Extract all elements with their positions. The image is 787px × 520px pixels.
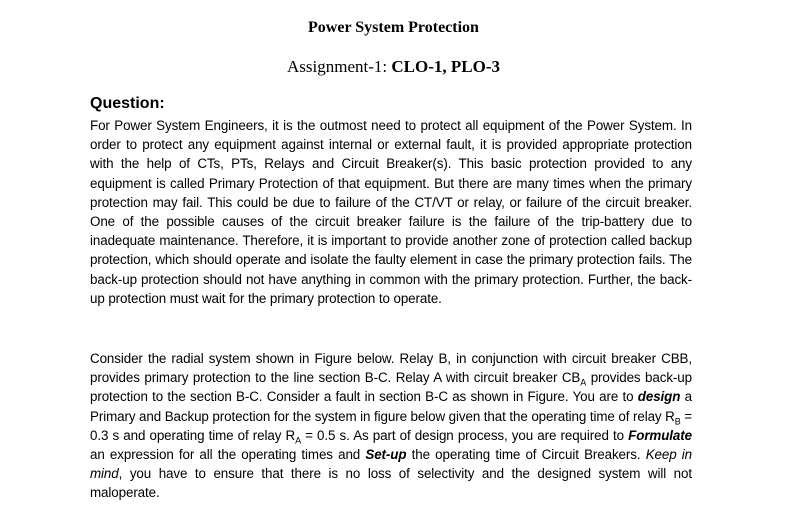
p2-text-7: the operating time of Circuit Breakers.	[406, 447, 646, 463]
p2-text-1: Consider the radial system shown in Figure below. Relay B, in conjunction with circuit breaker CBB, provides primary protection to the line section B-C. Relay A with circuit breaker CB	[90, 351, 692, 386]
p2-text-5: = 0.5 s. As part of design process, you are required to	[300, 427, 629, 443]
question-paragraph-1: For Power System Engineers, it is the outmost need to protect all equipment of the Power System. In order to protect any equipment against internal or external fault, it is provided appropriate protection with the help of CTs, PTs, Relays and Circuit Breaker(s). This basic protection provided to any equipment is called Primary Protection of that equipment. But there are many times when the primary protection may fail. This could be due to failure of the CT/VT or relay, or failure of the circuit breaker. One of the possible causes of the circuit breaker failure is the failure of the trip-battery due to inadequate maintenance. Therefore, it is important to provide another zone of protection called backup protection, which should operate and isolate the faulty element in case the primary protection fails. The back-up protection should not have anything in common with the primary protection. Further, the back-up protection must wait for the primary protection to operate.	[90, 118, 692, 306]
p2-text-3: a Primary and Backup protection for the system in figure below given that the operating time of relay R	[90, 389, 692, 424]
formulate-emphasis: Formulate	[628, 427, 692, 443]
p2-text-4: = 0.3 s and operating time of relay R	[90, 408, 692, 443]
p2-text-8: , you have to ensure that there is no loss of selectivity and the designed system will not maloperate.	[90, 466, 692, 501]
assignment-codes: CLO-1, PLO-3	[391, 57, 500, 76]
document-title: Power System Protection	[308, 19, 479, 36]
ra-subscript: A	[295, 435, 301, 446]
rb-subscript: B	[674, 416, 681, 427]
setup-emphasis: Set-up	[365, 447, 407, 463]
p2-text-2: provides back-up protection to the section B-C. Consider a fault in section B-C as shown in Figure. You are to	[90, 370, 692, 405]
assignment-prefix: Assignment-1:	[287, 57, 392, 76]
p2-text-6: an expression for all the operating times and	[90, 447, 366, 463]
assignment-line	[0, 56, 787, 78]
cba-subscript: A	[580, 377, 587, 388]
design-emphasis: design	[637, 389, 681, 405]
question-heading: Question:	[90, 95, 165, 112]
question-paragraph-2	[90, 349, 692, 503]
keep-in-mind-emphasis: Keep in mind	[90, 447, 693, 482]
